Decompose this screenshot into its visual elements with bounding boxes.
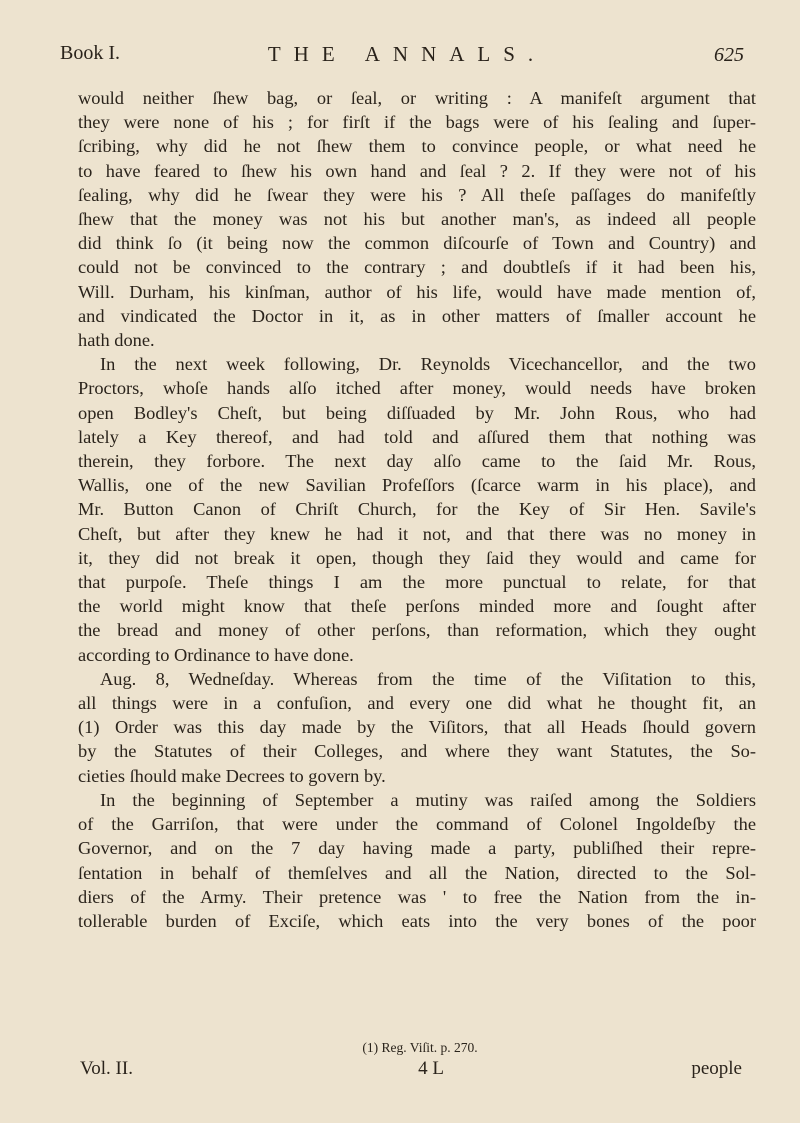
text-line: ſcribing, why did he not ſhew them to convince people, or what need he [78,136,756,157]
text-line: diers of the Army. Their pretence was ' to free the Nation from the in- [78,886,756,907]
text-line: Governor, and on the 7 day having made a party, publiſhed their repre- [78,838,756,859]
text-line: In the beginning of September a mutiny was raiſed among the Soldiers [100,789,756,810]
text-line: the bread and money of other perſons, than reformation, which they ought [78,620,756,641]
catchword: people [691,1058,742,1079]
text-line: In the next week following, Dr. Reynolds Vicechancellor, and the two [100,354,756,375]
text-line: ſentation in behalf of themſelves and all the Nation, directed to the Sol- [78,862,756,883]
text-line: Will. Durham, his kinſman, author of his life, would have made mention of, [78,281,756,302]
text-line: open Bodley's Cheſt, but being diſſuaded by Mr. John Rous, who had [78,402,756,423]
text-line: (1) Order was this day made by the Viſitors, that all Heads ſhould govern [78,717,756,738]
text-line: and vindicated the Doctor in it, as in other matters of ſmaller account he [78,305,756,326]
text-line: cieties ſhould make Decrees to govern by. [78,765,386,786]
running-header [60,42,744,72]
text-line: Wallis, one of the new Savilian Profeſſors (ſcarce warm in his place), and [78,475,756,496]
text-line: lately a Key thereof, and had told and aſſured them that nothing was [78,426,756,447]
text-line: that purpoſe. Theſe things I am the more punctual to relate, for that [78,572,756,593]
text-line: ſhew that the money was not his but another man's, as indeed all people [78,209,756,230]
text-line: all things were in a confuſion, and every one did what he thought fit, an [78,693,756,714]
page-footer [80,1058,742,1088]
text-line: Aug. 8, Wedneſday. Whereas from the time of the Viſitation to this, [100,668,756,689]
book-label: Book I. [60,42,120,64]
text-line: did think ſo (it being now the common diſcourſe of Town and Country) and [78,233,756,254]
text-line: Proctors, whoſe hands alſo itched after money, would needs have broken [78,378,756,399]
text-line: by the Statutes of their Colleges, and where they want Statutes, the So- [78,741,756,762]
body-text [78,86,756,933]
text-line: hath done. [78,330,155,351]
text-line: would neither ſhew bag, or ſeal, or writing : A manifeſt argument that [78,88,756,108]
running-title: THE ANNALS. [267,42,547,66]
volume-label: Vol. II. [80,1058,133,1079]
text-line: could not be convinced to the contrary ; and doubtleſs if it had been his, [78,257,756,278]
text-line: tollerable burden of Exciſe, which eats into the very bones of the poor [78,910,756,931]
text-line: it, they did not break it open, though they ſaid they would and came for [78,547,756,568]
text-line: the world might know that theſe perſons minded more and ſought after [78,596,756,617]
text-line: of the Garriſon, that were under the command of Colonel Ingoldeſby the [78,814,756,835]
text-line: they were none of his ; for firſt if the bags were of his ſealing and ſuper- [78,112,756,133]
page-number: 625 [714,44,744,66]
text-line: ſealing, why did he ſwear they were his ? All theſe paſſages do manifeſtly [78,184,756,205]
footnote: (1) Reg. Viſit. p. 270. [362,1040,478,1055]
text-line: Cheſt, but after they knew he had it not, and that there was no money in [78,523,756,544]
text-line: to have feared to ſhew his own hand and ſeal ? 2. If they were not of his [78,160,756,181]
text-line: Mr. Button Canon of Chriſt Church, for the Key of Sir Hen. Savile's [78,499,756,520]
text-line: according to Ordinance to have done. [78,644,354,665]
signature-mark: 4 L [418,1058,444,1079]
text-line: therein, they forbore. The next day alſo came to the ſaid Mr. Rous, [78,451,756,472]
